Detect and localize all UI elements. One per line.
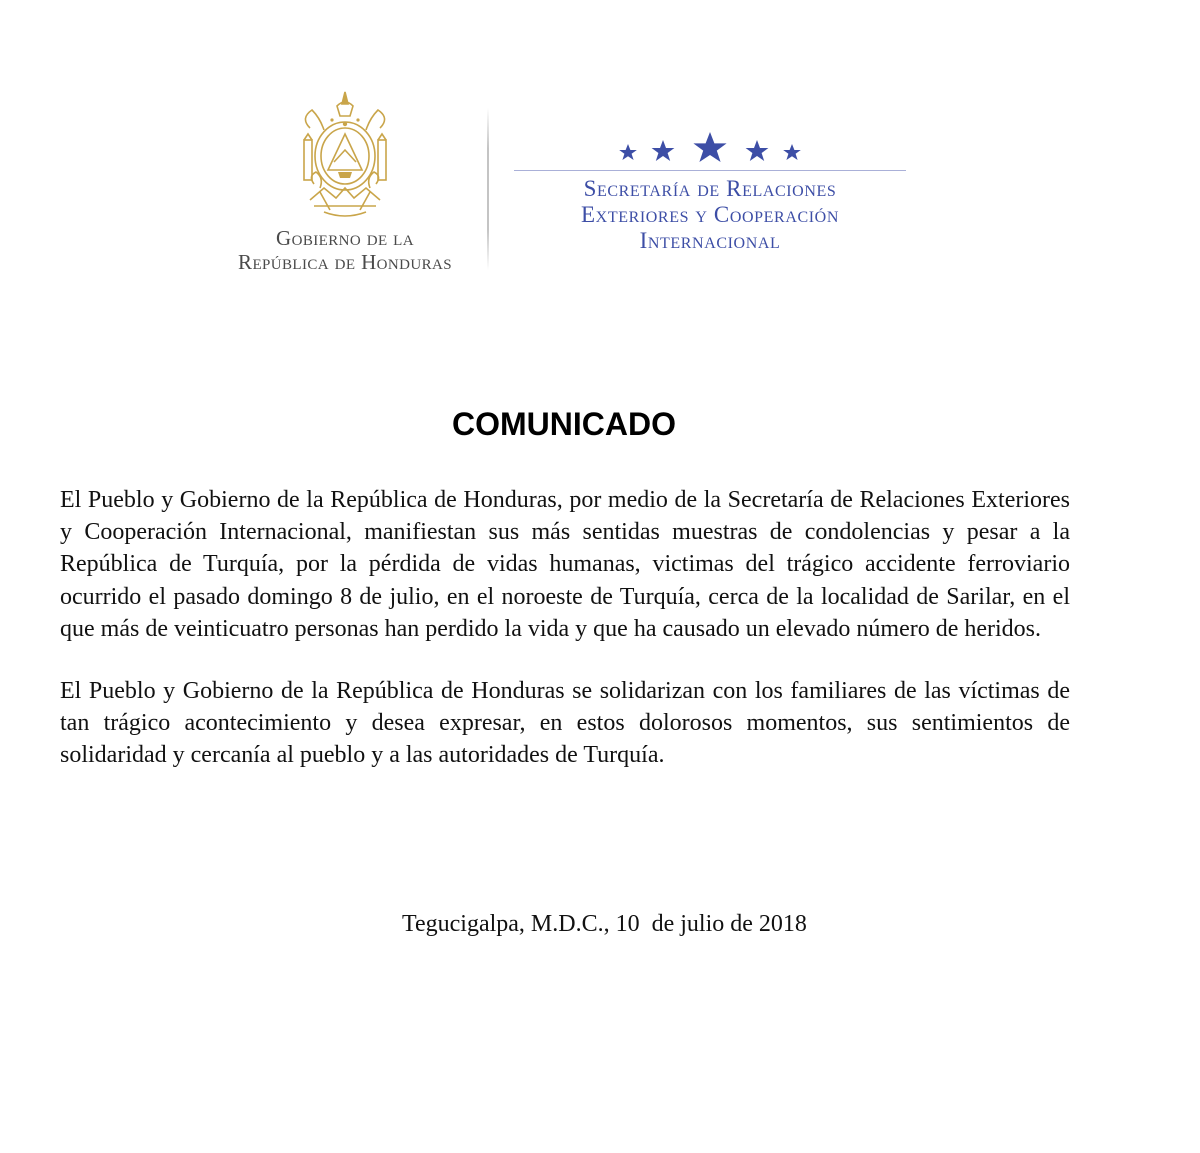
government-name-line2: República de Honduras xyxy=(238,250,452,274)
government-logo xyxy=(200,88,490,278)
document-body xyxy=(60,484,1070,802)
paragraph-condolences: El Pueblo y Gobierno de la República de Honduras, por medio de la Secretaría de Relaciones Exteriores y Cooperación Internacional, manifiestan sus más sentidas muestras de condolencias y pesar a la República de Turquía, por la pérdida de vidas humanas, victimas del trágico accidente ferroviario ocurrido el pasado domingo 8 de julio, en el noroeste de Turquía, cerca de la localidad de Sarilar, en el que más de veinticuatro personas han perdido la vida y que ha causado un elevado número de heridos. xyxy=(60,487,1070,642)
paragraph-solidarity: El Pueblo y Gobierno de la República de Honduras se solidarizan con los familiares de las víctimas de tan trágico acontecimiento y desea expresar, en estos dolorosos momentos, sus sentimientos de solidaridad y cercanía al pueblo y a las autoridades de Turquía. xyxy=(60,678,1070,769)
government-name-line1: Gobierno de la xyxy=(276,226,414,250)
stars-icon xyxy=(508,128,912,170)
ministry-logo xyxy=(508,128,912,258)
ministry-rule xyxy=(514,170,906,171)
star-icon xyxy=(652,140,675,161)
star-icon xyxy=(693,132,726,162)
ministry-name-line3: Internacional xyxy=(639,228,781,253)
government-name xyxy=(200,226,490,274)
ministry-name-line2: Exteriores y Cooperación xyxy=(581,202,839,227)
ministry-name xyxy=(508,176,912,254)
star-icon xyxy=(746,140,769,161)
letterhead-divider xyxy=(487,108,489,270)
star-icon xyxy=(619,144,637,160)
letterhead xyxy=(0,0,1200,290)
document-title: COMUNICADO xyxy=(452,406,676,442)
star-icon xyxy=(783,144,801,160)
coat-of-arms-icon xyxy=(290,88,400,226)
ministry-name-line1: Secretaría de Relaciones xyxy=(583,176,837,201)
place-date: Tegucigalpa, M.D.C., 10 de julio de 2018 xyxy=(402,911,807,937)
